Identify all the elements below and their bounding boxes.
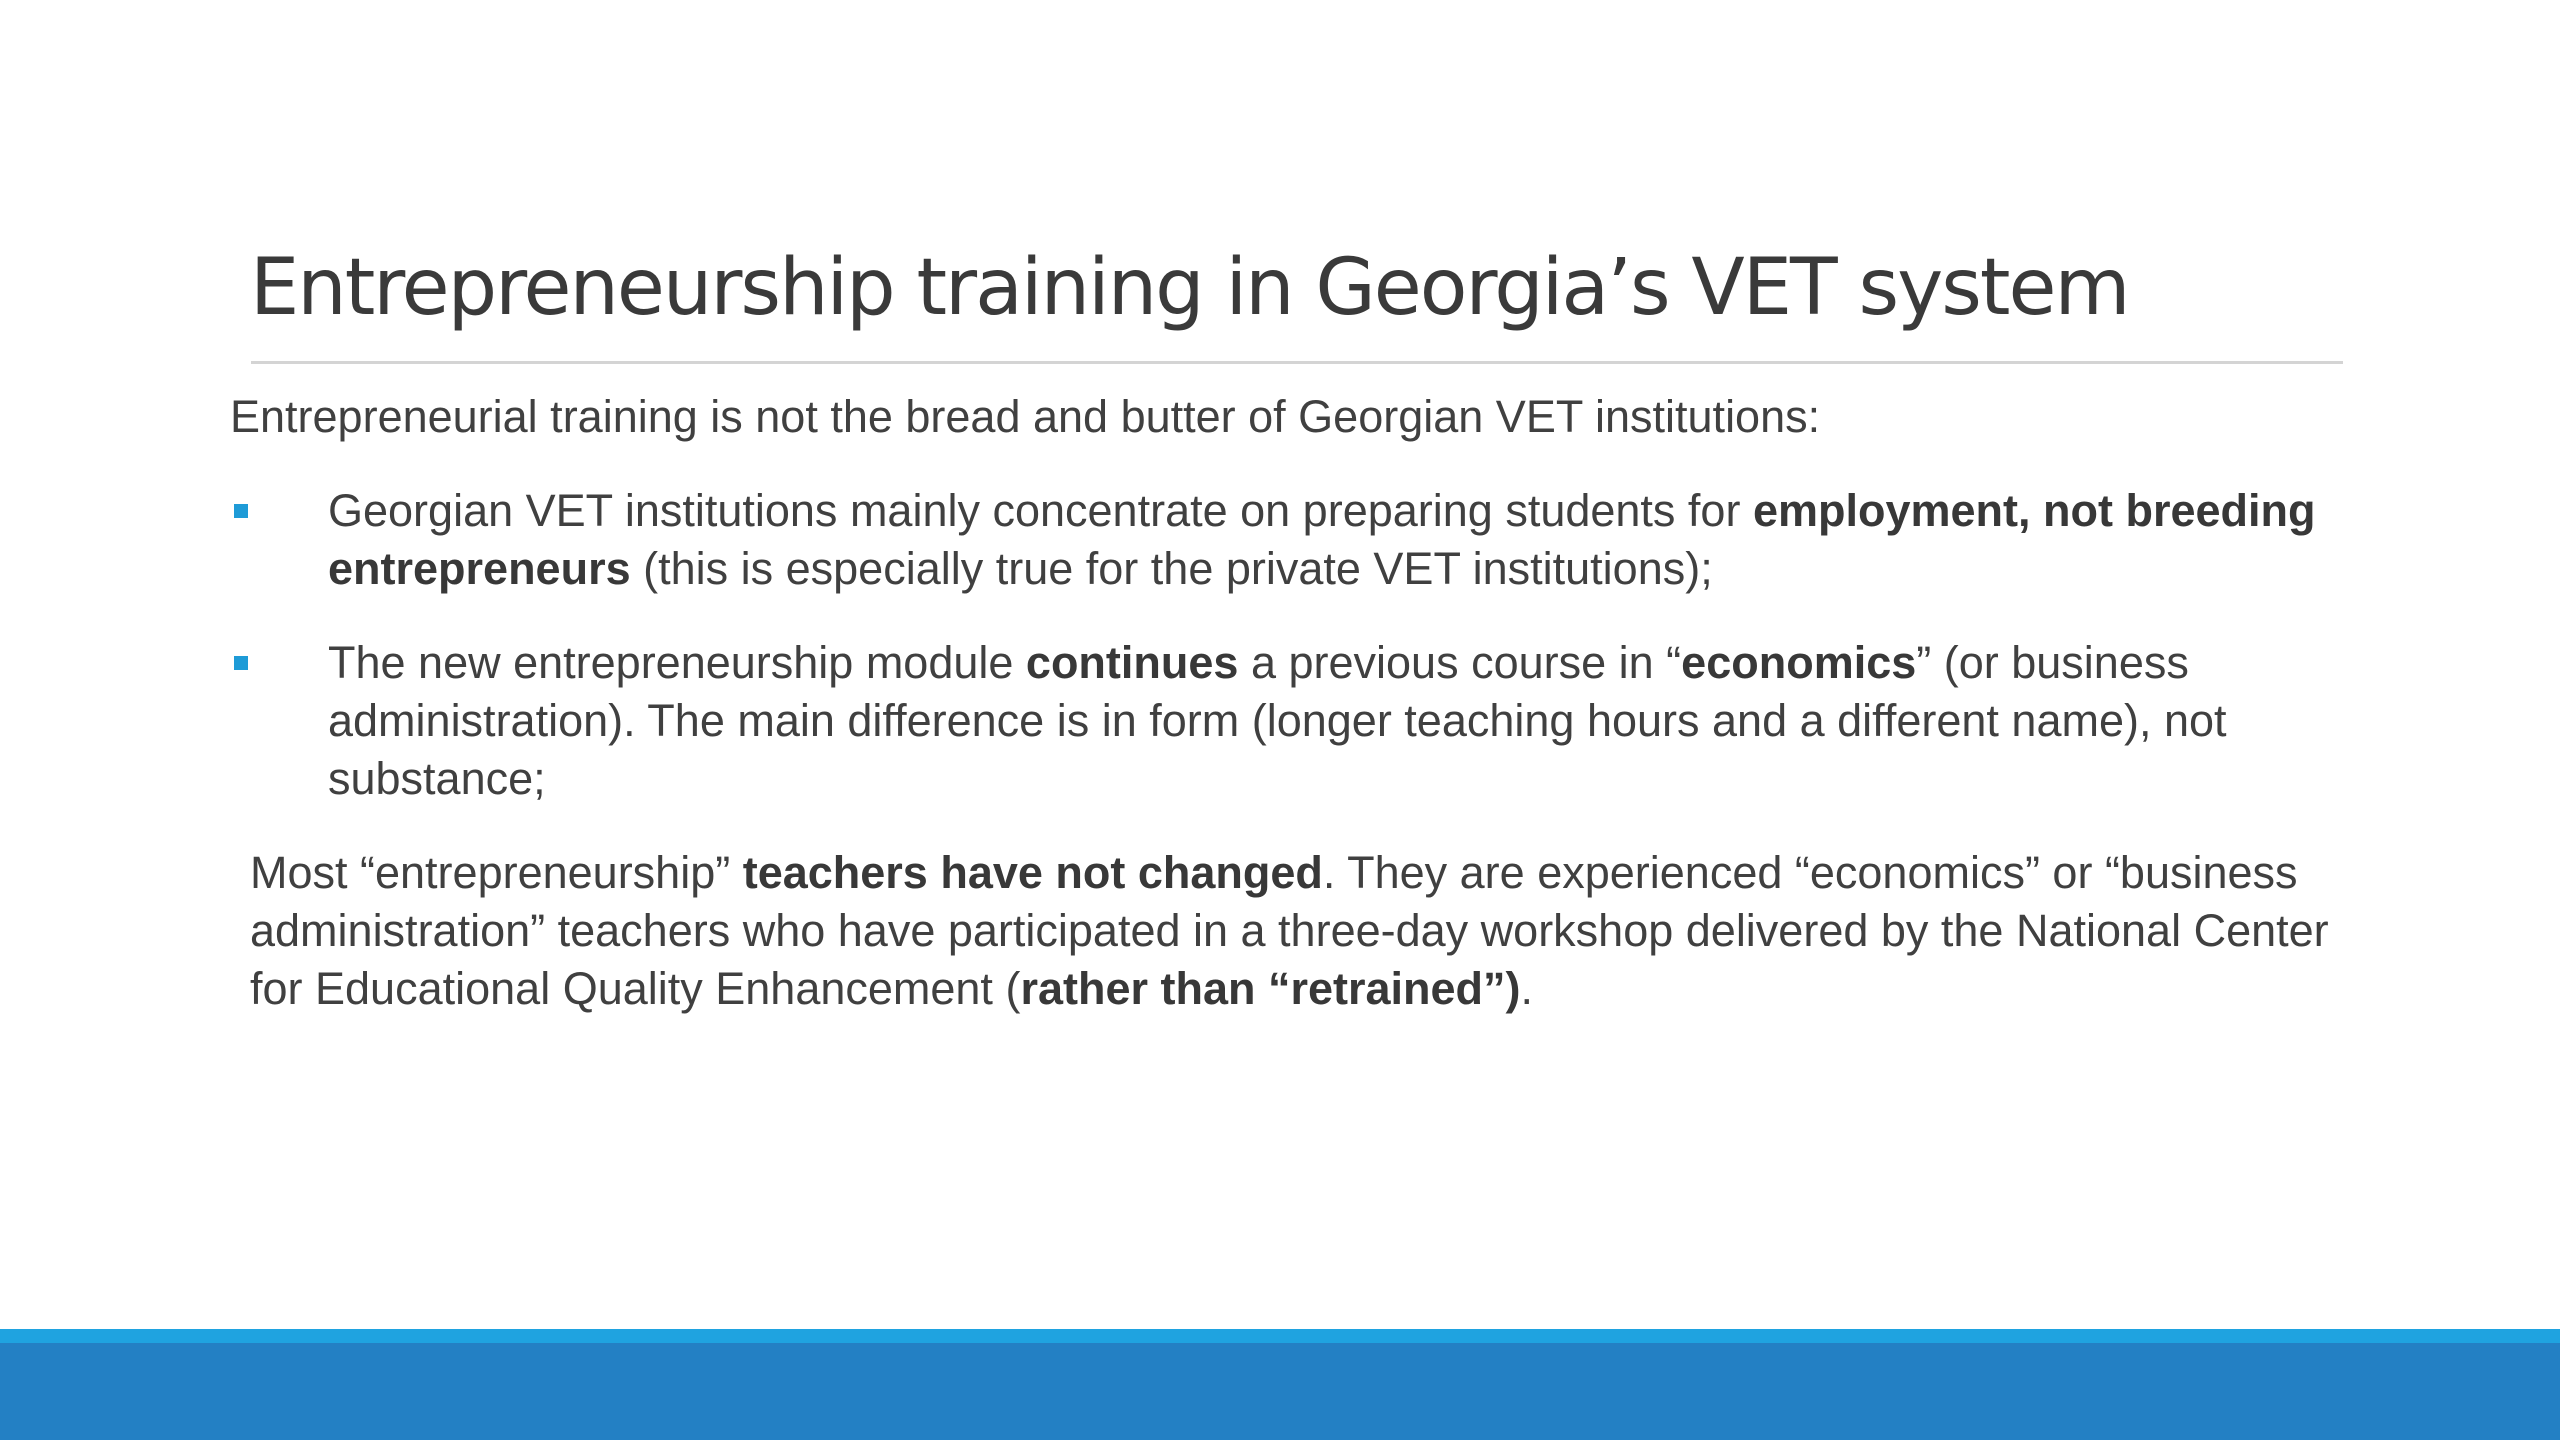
text-segment: (this is especially true for the private VET institutions);: [630, 543, 1713, 594]
square-bullet-icon: [234, 656, 248, 670]
text-segment: Georgian VET institutions mainly concentrate on preparing students for: [328, 485, 1753, 536]
bullet-item: [230, 482, 2360, 598]
intro-text: Entrepreneurial training is not the bread and butter of Georgian VET institutions:: [230, 391, 1821, 442]
emphasis-text: economics: [1681, 637, 1917, 688]
emphasis-text: rather than “retrained”): [1020, 963, 1521, 1014]
emphasis-text: continues: [1025, 637, 1239, 688]
footer-bar: [0, 1343, 2560, 1440]
footer-accent-bar: [0, 1329, 2560, 1343]
emphasis-text: employment, not breeding entrepreneurs: [328, 485, 2316, 594]
slide-body: [230, 388, 2360, 1018]
text-segment: ” (or business administration). The main difference is in form (longer teaching hours and a different name), not substance;: [328, 637, 2227, 804]
bullet-text: [328, 634, 2360, 808]
text-segment: .: [1520, 963, 1534, 1014]
closing-paragraph: [250, 844, 2360, 1018]
bullet-item: [230, 634, 2360, 808]
square-bullet-icon: [234, 504, 248, 518]
text-segment: The new entrepreneurship module: [328, 637, 1026, 688]
text-segment: Most “entrepreneurship”: [250, 847, 743, 898]
emphasis-text: teachers have not changed: [742, 847, 1323, 898]
bullet-text: [328, 482, 2360, 598]
bullet-list: [230, 482, 2360, 808]
text-segment: a previous course in “: [1238, 637, 1682, 688]
title-divider: [251, 361, 2343, 364]
slide-title: Entrepreneurship training in Georgia’s VET system: [250, 243, 2129, 333]
text-segment: . They are experienced “economics” or “business administration” teachers who have participated in a three-day workshop delivered by the National Center for Educational Quality Enhancement (: [250, 847, 2329, 1014]
